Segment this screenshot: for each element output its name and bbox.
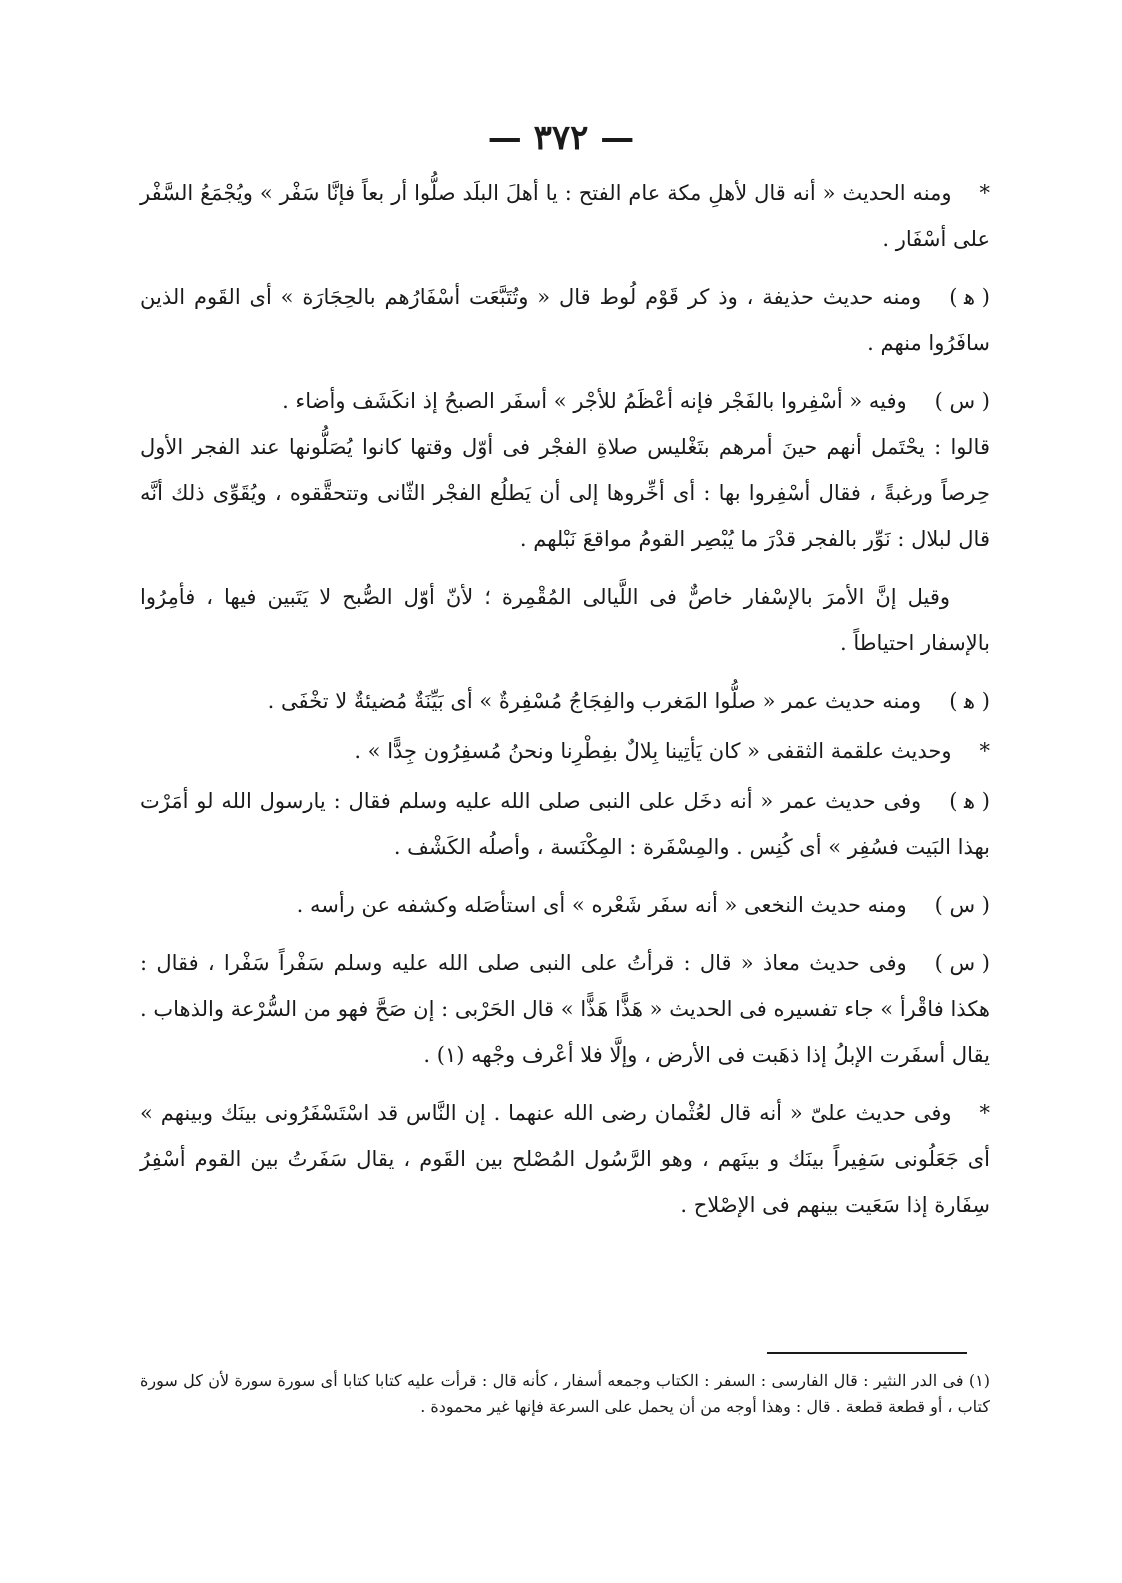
paragraph-marker: ( ﻫ ) (949, 285, 990, 309)
paragraph-marker: * (979, 739, 990, 763)
paragraph-text: وقيل إنَّ الأمرَ بالإسْفار خاصٌّ فى اللَّيالى المُقْمِرة ؛ لأنّ أوّل الصُّبح لا يَتَبين فيها ، فأمِرُوا بالإسفار احتياطاً . (140, 585, 990, 655)
paragraph-marker: ( س ) (934, 893, 990, 917)
paragraph-text: وفى حديث معاذ « قال : قرأتُ على النبى صلى الله عليه وسلم سَفْراً سَفْرا ، فقال : هكذا فاقْرأ » جاء تفسيره فى الحديث « هَذًّا هَذًّا » قال الحَرْبى : إن صَحَّ فهو من السُّرْعة والذهاب . يقال أسفَرت الإبلُ إذا ذهَبت فى الأرض ، وإلَّا فلا أعْرف وجْهه (١) . (140, 951, 990, 1067)
paragraph (140, 170, 990, 262)
paragraph (140, 1090, 990, 1228)
paragraph (140, 940, 990, 1078)
paragraph (140, 678, 990, 724)
page-number: — ٣٧٢ — (487, 118, 635, 158)
paragraph-text: وحديث علقمة الثقفى « كان يَأتِينا بِلالٌ بفِطْرِنا ونحنُ مُسفِرُون جِدًّا » . (354, 739, 952, 763)
paragraph-marker: ( ﻫ ) (949, 789, 990, 813)
footnote: (١) فى الدر النثير : قال الفارسى : السفر : الكتاب وجمعه أسفار ، كأنه قال : قرأت عليه كتابا كتابا أى سورة سورة لأن كل سورة كتاب ، أو قطعة قطعة . قال : وهذا أوجه من أن يحمل على السرعة فإنها غير محمودة . (140, 1371, 990, 1416)
paragraph (140, 882, 990, 928)
main-text (140, 170, 990, 1240)
paragraph-marker: ( س ) (934, 389, 990, 413)
paragraph-marker: ( س ) (934, 951, 990, 975)
paragraph (140, 378, 990, 424)
paragraph (140, 778, 990, 870)
paragraph (140, 424, 990, 562)
paragraph-text: قالوا : يحْتَمل أنهم حينَ أمرهم بتَغْليس صلاةِ الفجْر فى أوّل وقتها كانوا يُصَلُّونها عند الفجر الأول حِرصاً ورغبةً ، فقال أسْفِروا بها : أى أخِّروها إلى أن يَطلُع الفجْر الثّانى وتتحقَّقوه ، ويُقَوِّى ذلك أنَّه قال لبلال : نَوِّر بالفجر قدْرَ ما يُبْصِر القومُ مواقعَ نَبْلهم . (140, 435, 990, 551)
footnote-divider (767, 1352, 967, 1354)
paragraph (140, 728, 990, 774)
paragraph-marker: * (979, 1101, 991, 1125)
paragraph-text: وفى حديث علىّ « أنه قال لعُثْمان رضى الله عنهما . إن النَّاس قد اسْتَسْفَرُونى بينَك وبينهم » أى جَعَلُونى سَفِيراً بينَك و بينَهم ، وهو الرَّسُول المُصْلح بين القَوم ، يقال سَفَرتُ بين القوم أسْفِرُ سِفَارة إذا سَعَيت بينهم فى الإصْلاح . (140, 1101, 990, 1217)
paragraph-marker: ( ﻫ ) (949, 689, 990, 713)
paragraph-marker: * (979, 181, 990, 205)
paragraph-text: ومنه حديث النخعى « أنه سفَر شَعْره » أى استأصَله وكشفه عن رأسه . (296, 893, 907, 917)
paragraph (140, 274, 990, 366)
paragraph-text: وفى حديث عمر « أنه دخَل على النبى صلى الله عليه وسلم فقال : يارسول الله لو أمَرْت بهذا البَيت فسُفِر » أى كُنِس . والمِسْفَرة : المِكْنَسة ، وأصلُه الكَشْف . (140, 789, 990, 859)
paragraph-text: ومنه الحديث « أنه قال لأهلِ مكة عام الفتح : يا أهلَ البلَد صلُّوا أر بعاً فإنَّا سَفْر » ويُجْمَعُ السَّفْر على أسْفَار . (140, 181, 990, 251)
paragraph-text: ومنه حديث عمر « صلُّوا المَغرب والفِجَاجُ مُسْفِرةٌ » أى بَيِّنَةٌ مُضيئةٌ لا تخْفَى . (267, 689, 922, 713)
paragraph (140, 574, 990, 666)
paragraph-text: وفيه « أسْفِروا بالفَجْر فإنه أعْظَمُ للأجْر » أسفَر الصبحُ إذ انكَشَف وأضاء . (282, 389, 907, 413)
paragraph-text: ومنه حديث حذيفة ، وذ كر قَوْم لُوط قال « وتُتَبَّعَت أسْفَارُهم بالحِجَارَة » أى القَوم الذين سافَرُوا منهم . (140, 285, 990, 355)
